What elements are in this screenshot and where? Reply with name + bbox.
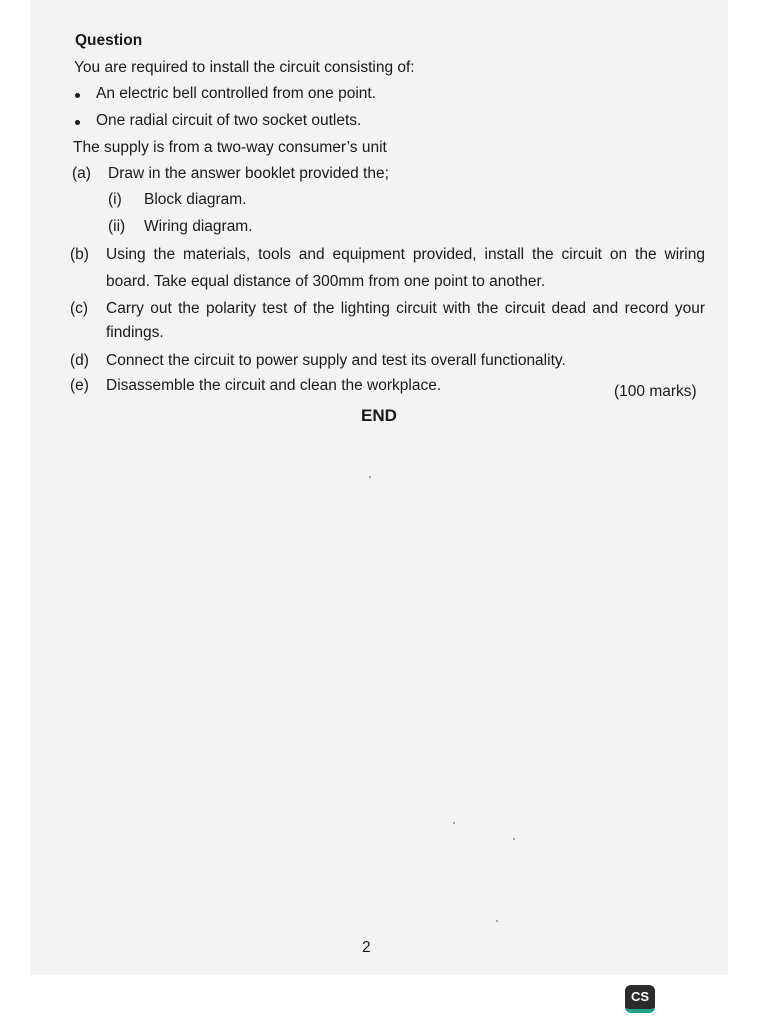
part-a-ii-label: (ii): [108, 218, 126, 235]
part-c-line1: Carry out the polarity test of the lighting circuit with the circuit dead and record your: [106, 300, 705, 317]
part-a-i-text: Block diagram.: [144, 191, 247, 208]
scan-speck: [513, 838, 515, 840]
part-b-label: (b): [70, 246, 89, 263]
part-e-text: Disassemble the circuit and clean the workplace.: [106, 377, 442, 394]
page-number: 2: [362, 939, 371, 956]
scan-speck: [369, 476, 371, 478]
intro-text: You are required to install the circuit consisting of:: [74, 59, 415, 76]
part-a-text: Draw in the answer booklet provided the;: [108, 165, 389, 182]
part-b-line2: board. Take equal distance of 300mm from one point to another.: [106, 273, 546, 290]
part-a-label: (a): [72, 165, 91, 182]
part-d-label: (d): [70, 352, 89, 369]
bullet-icon: [75, 93, 80, 98]
bullet-item-bell: An electric bell controlled from one point.: [96, 85, 377, 102]
part-a-ii-text: Wiring diagram.: [144, 218, 253, 235]
scan-speck: [496, 920, 498, 922]
part-a-i-label: (i): [108, 191, 122, 208]
part-c-label: (c): [70, 300, 89, 317]
part-d-text: Connect the circuit to power supply and test its overall functionality.: [106, 352, 566, 369]
question-heading: Question: [75, 32, 143, 49]
part-e-label: (e): [70, 377, 89, 394]
camscanner-logo: CS: [625, 985, 655, 1013]
part-b-line1: Using the materials, tools and equipment provided, install the circuit on the wiring: [106, 246, 705, 263]
marks-text: (100 marks): [614, 383, 697, 400]
bullet-item-radial: One radial circuit of two socket outlets.: [96, 112, 362, 129]
end-marker: END: [361, 406, 397, 425]
part-c-line2: findings.: [106, 324, 164, 341]
supply-text: The supply is from a two-way consumer’s unit: [73, 139, 387, 156]
bullet-icon: [75, 120, 80, 125]
scan-speck: [453, 822, 455, 824]
